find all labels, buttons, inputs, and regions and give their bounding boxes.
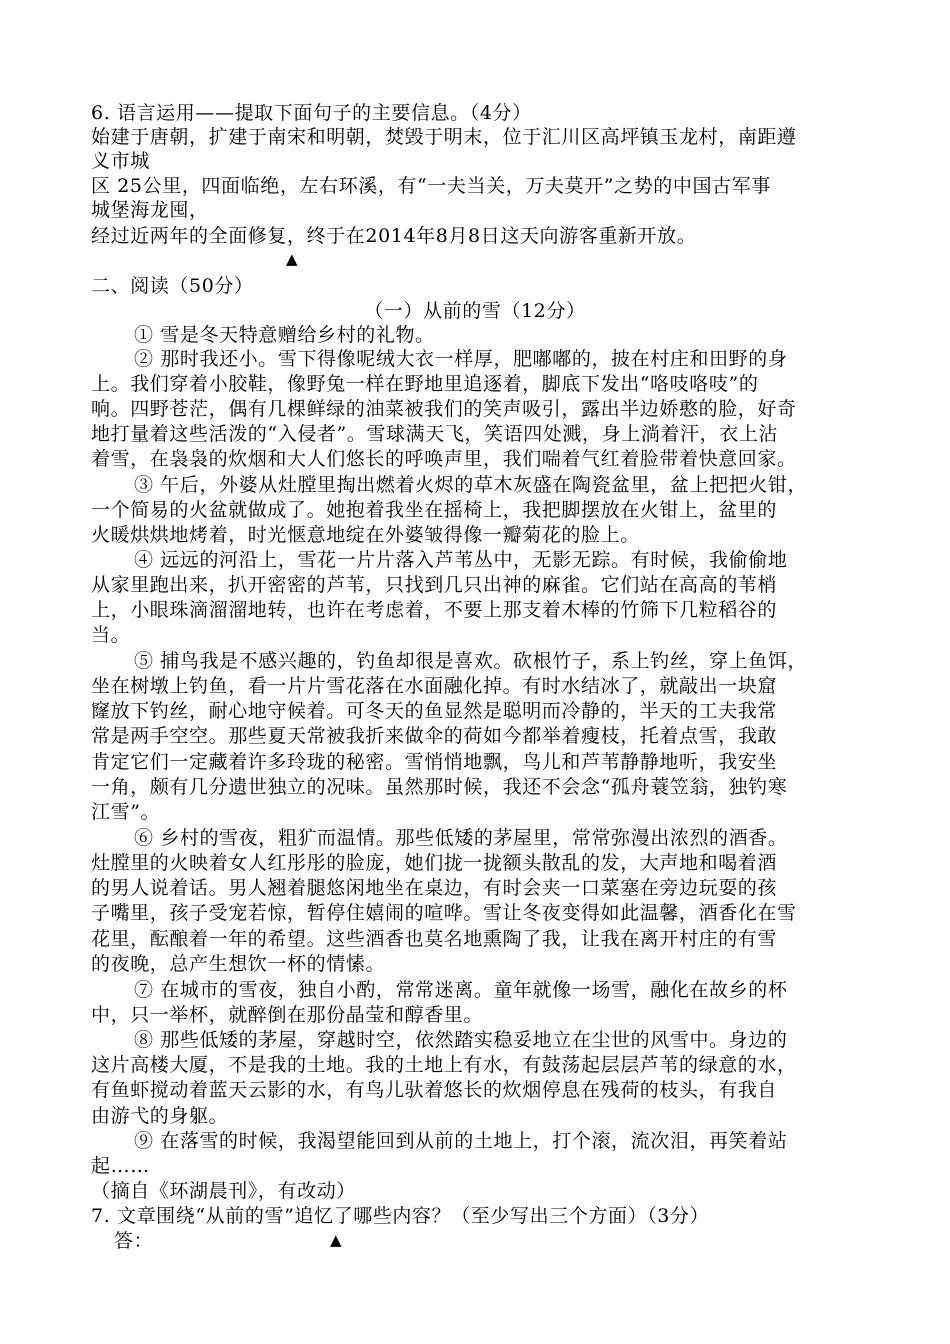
- passage-line: 的男人说着话。男人翘着腿悠闲地坐在桌边，有时会夹一口菜塞在旁边玩耍的孩: [91, 877, 778, 899]
- passage-line: 灶膛里的火映着女人红彤彤的脸庞，她们拢一拢额头散乱的发，大声地和喝着酒: [91, 852, 778, 874]
- q7-answer-label: 答：: [114, 1230, 154, 1252]
- passage-line: 响。四野苍茫，偶有几棵鲜绿的油菜被我们的笑声吸引，露出半边娇憨的脸，好奇: [91, 398, 797, 420]
- passage-line: 坐在树墩上钓鱼，看一片片雪花落在水面融化掉。有时水结冰了，就敲出一块窟: [91, 675, 778, 697]
- passage-line: 有鱼虾搅动着蓝天云影的水，有鸟儿驮着悠长的炊烟停息在残荷的枝头，有我自: [91, 1079, 778, 1101]
- passage-title: （一）从前的雪（12分）: [364, 300, 586, 322]
- passage-line: ⑦ 在城市的雪夜，独自小酌，常常迷离。童年就像一场雪，融化在故乡的杯: [134, 979, 788, 1001]
- passage-line: 的夜晚，总产生想饮一杯的情愫。: [91, 953, 386, 975]
- q6-header: 6. 语言运用——提取下面句子的主要信息。（4分）: [91, 102, 532, 124]
- passage-line: 中，只一举杯，就醉倒在那份晶莹和醇香里。: [91, 1004, 484, 1026]
- q7-question: 7. 文章围绕“从前的雪”追忆了哪些内容？（至少写出三个方面）（3分）: [91, 1205, 710, 1227]
- passage-line: 着雪，在袅袅的炊烟和大人们悠长的呼唤声里，我们喘着气红着脸带着快意回家。: [91, 448, 797, 470]
- passage-line: ⑥ 乡村的雪夜，粗犷而温情。那些低矮的茅屋里，常常弥漫出浓烈的酒香。: [134, 827, 788, 849]
- passage-line: 窿放下钓丝，耐心地守候着。可冬天的鱼显然是聪明而冷静的，半天的工夫我常: [91, 700, 778, 722]
- passage-line: 火暖烘烘地烤着，时光惬意地绽在外婆皱得像一瓣菊花的脸上。: [91, 524, 640, 546]
- passage-line: 从家里跑出来，扒开密密的芦苇，只找到几只出神的麻雀。它们站在高高的苇梢: [91, 574, 778, 596]
- passage-line: 地打量着这些活泼的“入侵者”。雪球满天飞，笑语四处溅，身上淌着汗，衣上沾: [91, 423, 779, 445]
- q6-line: 义市城: [91, 150, 150, 172]
- passage-line: ⑧ 那些低矮的茅屋，穿越时空，依然踏实稳妥地立在尘世的风雪中。身边的: [134, 1029, 788, 1051]
- passage-line: ④ 远远的河沿上，雪花一片片落入芦苇丛中，无影无踪。有时候，我偷偷地: [134, 549, 788, 571]
- q6-line: 区 25公里，四面临绝，左右环溪，有“一夫当关，万夫莫开”之势的中国古军事: [91, 175, 771, 197]
- passage-line: ② 那时我还小。雪下得像呢绒大衣一样厚，肥嘟嘟的，披在村庄和田野的身: [134, 348, 788, 370]
- passage-line: 当。: [91, 624, 131, 646]
- passage-line: 常是两手空空。那些夏天常被我折来做伞的荷如今都举着瘦枝，托着点雪，我敢: [91, 725, 778, 747]
- passage-line: 起……: [91, 1155, 150, 1177]
- passage-line: ⑤ 捕鸟我是不感兴趣的，钓鱼却很是喜欢。砍根竹子，系上钓丝，穿上鱼饵，: [134, 650, 808, 672]
- passage-line: 江雪”。: [91, 801, 161, 823]
- section-title: 二、阅读（50分）: [91, 275, 254, 297]
- q6-line: 经过近两年的全面修复，终于在2014年8月8日这天向游客重新开放。: [91, 225, 697, 247]
- passage-line: ① 雪是冬天特意赠给乡村的礼物。: [134, 324, 435, 346]
- passage-line: 子嘴里，孩子受宠若惊，暂停住嬉闹的喧哗。雪让冬夜变得如此温馨，酒香化在雪: [91, 902, 797, 924]
- passage-source: （摘自《环湖晨刊》，有改动）: [91, 1180, 356, 1202]
- passage-line: 肯定它们一定藏着许多玲珑的秘密。雪悄悄地飘，鸟儿和芦苇静静地听，我安坐: [91, 751, 778, 773]
- passage-line: ③ 午后，外婆从灶膛里掏出燃着火烬的草木灰盛在陶瓷盆里，盆上把把火钳，: [134, 474, 808, 496]
- passage-line: 上。我们穿着小胶鞋，像野兔一样在野地里追逐着，脚底下发出“咯吱咯吱”的: [91, 373, 759, 395]
- passage-line: 上，小眼珠滴溜溜地转，也许在考虑着，不要上那支着木棒的竹筛下几粒稻谷的: [91, 599, 778, 621]
- passage-line: 一角，颇有几分遗世独立的况味。虽然那时候，我还不会念“孤舟蓑笠翁，独钓寒: [91, 776, 788, 798]
- q6-line: 始建于唐朝，扩建于南宋和明朝，焚毁于明末，位于汇川区高坪镇玉龙村，南距遵: [91, 126, 797, 148]
- answer-marker-triangle: ▲: [286, 250, 298, 268]
- passage-line: ⑨ 在落雪的时候，我渴望能回到从前的土地上，打个滚，流次泪，再笑着站: [134, 1130, 788, 1152]
- q6-line: 城堡海龙囤，: [91, 199, 209, 221]
- passage-line: 一个简易的火盆就做成了。她抱着我坐在摇椅上，我把脚摆放在火钳上，盆里的: [91, 499, 778, 521]
- passage-line: 花里，酝酿着一年的希望。这些酒香也莫名地熏陶了我，让我在离开村庄的有雪: [91, 928, 778, 950]
- passage-line: 由游弋的身躯。: [91, 1105, 229, 1127]
- answer-marker-triangle: ▲: [330, 1231, 342, 1249]
- passage-line: 这片高楼大厦，不是我的土地。我的土地上有水，有鼓荡起层层芦苇的绿意的水，: [91, 1054, 797, 1076]
